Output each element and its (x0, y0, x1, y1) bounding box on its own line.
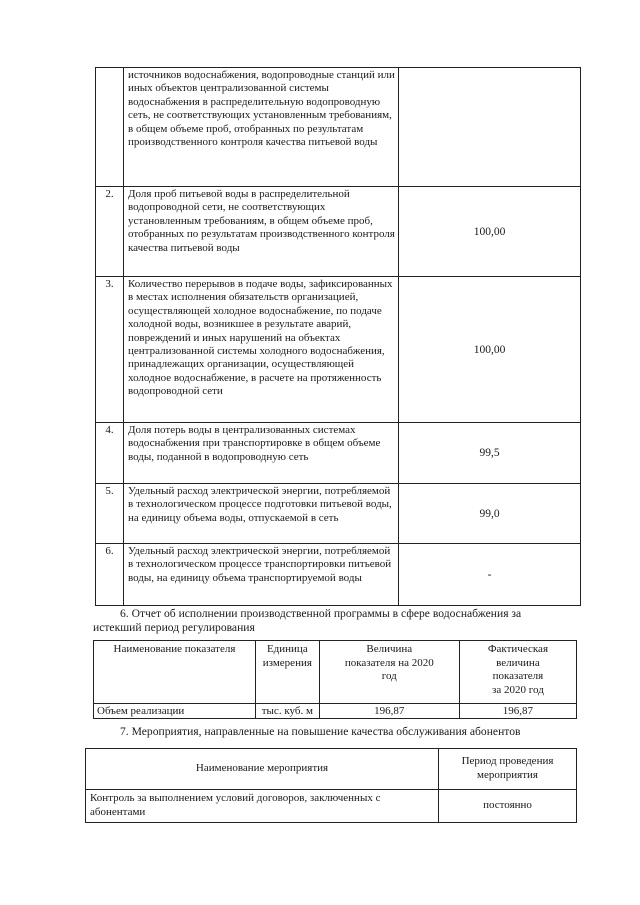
measure-period: постоянно (439, 790, 577, 823)
table-header-row (86, 749, 577, 790)
indicator-value: 99,0 (399, 484, 581, 544)
actual-value: 196,87 (459, 704, 576, 719)
row-number: 6. (96, 544, 124, 606)
indicator-description: Количество перерывов в подаче воды, зафиксированных в местах исполнения обязательств организацией, осуществляющей холодное водоснабжение, по подаче холодной воды, возникшее в результате аварий, повреждений и иных нарушений на объектах централизованной системы холодного водоснабжения, принадлежащих организации, осуществляющей холодное водоснабжение, в расчете на протяженность водопроводной сети (124, 277, 399, 423)
quality-indicators-table (95, 67, 581, 606)
table-row (86, 790, 577, 823)
column-header-planned: Величина показателя на 2020 год (319, 641, 459, 704)
indicator-value: 100,00 (399, 277, 581, 423)
indicator-value (399, 68, 581, 187)
indicator-description: Удельный расход электрической энергии, потребляемой в технологическом процессе подготовки питьевой воды, на единицу объема воды, отпускаемой в сеть (124, 484, 399, 544)
section-6-heading: 6. Отчет об исполнении производственной программы в сфере водоснабжения за (120, 607, 522, 620)
table-row (96, 68, 581, 187)
table-row (96, 484, 581, 544)
column-header-measure: Наименование мероприятия (86, 749, 439, 790)
indicator-name: Объем реализации (94, 704, 256, 719)
column-header-unit: Единица измерения (255, 641, 319, 704)
column-header-name: Наименование показателя (94, 641, 256, 704)
table-header-row (94, 641, 577, 704)
indicator-description: Удельный расход электрической энергии, потребляемой в технологическом процессе транспортировки питьевой воды, на единицу объема транспортируемой воды (124, 544, 399, 606)
row-number (96, 68, 124, 187)
column-header-actual: Фактическая величина показателя за 2020 год (459, 641, 576, 704)
table-row (96, 544, 581, 606)
indicator-value: 99,5 (399, 423, 581, 484)
planned-value: 196,87 (319, 704, 459, 719)
production-program-report-table (93, 640, 577, 719)
row-number: 3. (96, 277, 124, 423)
indicator-value: 100,00 (399, 187, 581, 277)
indicator-value: - (399, 544, 581, 606)
table-row (96, 277, 581, 423)
indicator-description: источников водоснабжения, водопроводные станций или иных объектов централизованной системы водоснабжения в распределительную водопроводную сеть, не соответствующих установленным требованиям, в общем объеме проб, отобранных по результатам производственного контроля качества питьевой воды (124, 68, 399, 187)
table-row (94, 704, 577, 719)
section-7-heading: 7. Мероприятия, направленные на повышение качества обслуживания абонентов (120, 725, 521, 738)
row-number: 5. (96, 484, 124, 544)
row-number: 2. (96, 187, 124, 277)
indicator-description: Доля проб питьевой воды в распределительной водопроводной сети, не соответствующих установленным требованиям, в общем объеме проб, отобранных по результатам производственного контроля качества питьевой воды (124, 187, 399, 277)
indicator-description: Доля потерь воды в централизованных системах водоснабжения при транспортировке в общем объеме воды, поданной в водопроводную сеть (124, 423, 399, 484)
row-number: 4. (96, 423, 124, 484)
table-row (96, 187, 581, 277)
table-row (96, 423, 581, 484)
service-measures-table (85, 748, 577, 823)
measure-name: Контроль за выполнением условий договоров, заключенных с абонентами (86, 790, 439, 823)
column-header-period: Период проведения мероприятия (439, 749, 577, 790)
indicator-unit: тыс. куб. м (255, 704, 319, 719)
section-6-heading-continued: истекший период регулирования (93, 621, 255, 634)
